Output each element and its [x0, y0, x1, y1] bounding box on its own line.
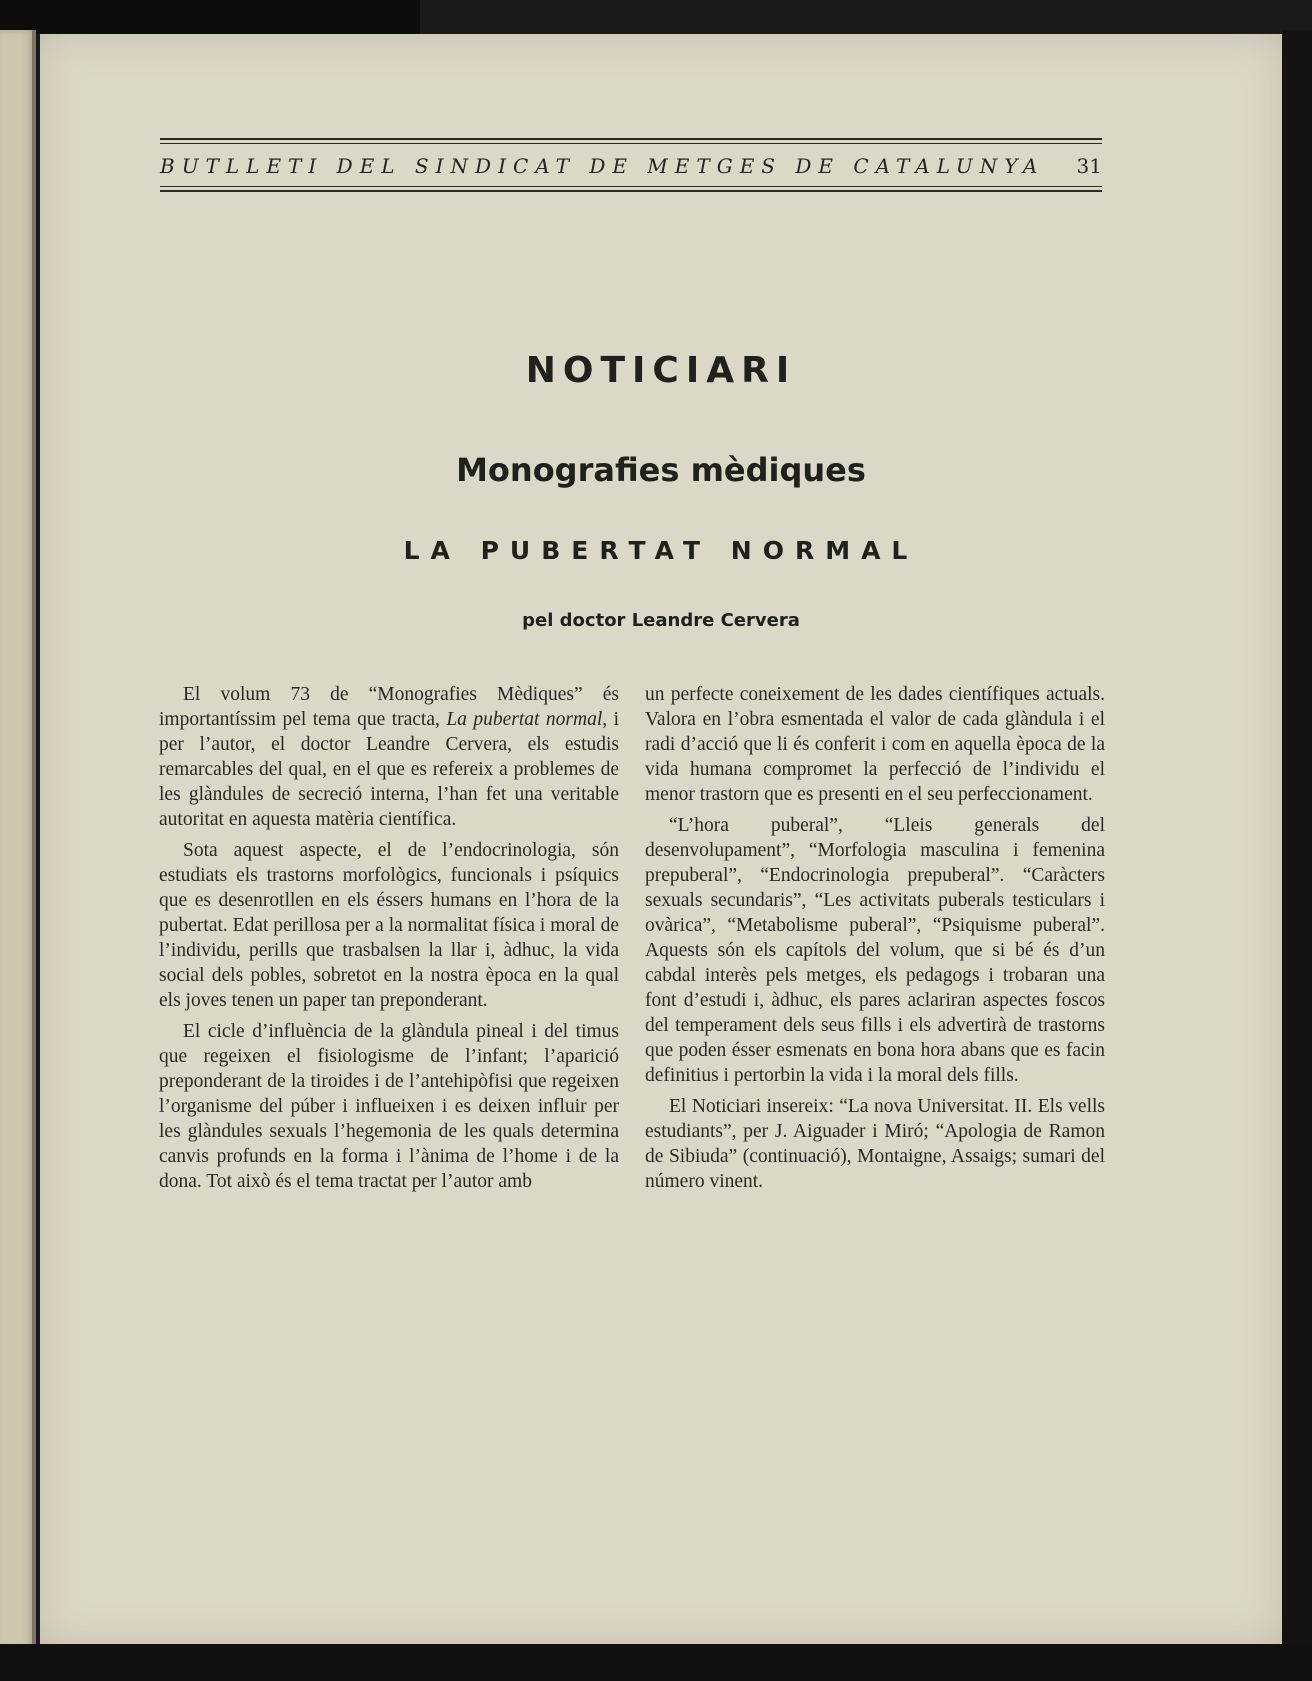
paragraph: El cicle d’influència de la glàndula pineal i del timus que regeixen el fisiologisme de l’infant; l’aparició preponderant de la tiroides i de l’antehipòfisi que regeixen l’organisme del púber i influeixen i es deixen influir per les glàndules sexuals l’hegemonia de les quals determina canvis profunds en la forma i l’ànima de l’home i de la dona. Tot això és el tema tractat per l’autor amb [159, 1021, 619, 1192]
running-head [160, 138, 1102, 192]
paragraph: Sota aquest aspecte, el de l’endocrinologia, són estudiats els trastorns morfològics, funcionals i psíquics que es desenrotllen en els éssers humans en l’hora de la pubertat. Edat perillosa per a la normalitat física i moral de l’individu, perills que trasbalsen la llar i, àdhuc, la vida social dels pobles, sobretot en la nostra època en la qual els joves tenen un paper tan preponderant. [159, 840, 619, 1011]
paragraph [159, 682, 619, 832]
page-gutter [32, 30, 36, 1681]
facing-page-edge [0, 30, 36, 1681]
left-column [159, 682, 619, 1200]
paragraph-text: i per l’autor, el doctor Leandre Cervera, els estudis remarcables del qual, en el que es refereix a problemes de les glàndules de secreció interna, l’han fet una veritable autoritat en aquesta matèria científica. [159, 709, 620, 830]
author-line: pel doctor Leandre Cervera [522, 610, 800, 631]
paragraph: un perfecte coneixement de les dades científiques actuals. Valora en l’obra esmentada el valor de cada glàndula i el radi d’acció que li és conferit i com en aquella època de la vida humana compromet la perfecció de l’individu el menor trastorn que es presenti en el seu perfeccionament. [645, 684, 1105, 805]
work-title: LA PUBERTAT NORMAL [403, 536, 919, 565]
header-rule-top [160, 138, 1102, 140]
scan-border-right [1282, 30, 1312, 1681]
paragraph-text: El volum 73 de “Monografies Mèdiques” és importantíssim pel tema que tracta, [159, 684, 619, 730]
paragraph: El Noticiari insereix: “La nova Universitat. II. Els vells estudiants”, per J. Aiguader i Miró; “Apologia de Ramon de Sibiuda” (continuació), Montaigne, Assaigs; sumari del número vinent. [645, 1096, 1105, 1192]
series-title: Monografies mèdiques [456, 451, 866, 489]
journal-page [40, 34, 1282, 1644]
right-column [645, 682, 1105, 1200]
journal-title: BUTLLETI DEL SINDICAT DE METGES DE CATALUNYA [160, 154, 1045, 178]
header-rule-bottom-thin [160, 186, 1102, 187]
header-rule-top-thin [160, 143, 1102, 144]
header-rule-bottom [160, 190, 1102, 192]
scan-border-bottom [0, 1644, 1312, 1681]
book-title-italic: La pubertat normal, [446, 709, 608, 730]
page-number: 31 [1076, 154, 1102, 178]
paragraph: “L’hora puberal”, “Lleis generals del desenvolupament”, “Morfologia masculina i femenina prepuberal”, “Endocrinologia prepuberal”. “Caràcters sexuals secundaris”, “Les activitats puberals testiculars i ovàrica”, “Metabolisme puberal”, “Psiquisme puberal”. Aquests són els capítols del volum, que si bé és d’un cabdal interès pels metges, els pedagogs i trobaran una font d’estudi i, àdhuc, els pares aclariran aspectes foscos del temperament dels seus fills i els advertirà de trastorns que poden ésser esmenats en bona hora abans que es facin definitius i pertorbin la vida i la moral dels fills. [645, 815, 1105, 1086]
scan-border-top [0, 0, 420, 34]
section-title: NOTICIARI [525, 350, 797, 391]
